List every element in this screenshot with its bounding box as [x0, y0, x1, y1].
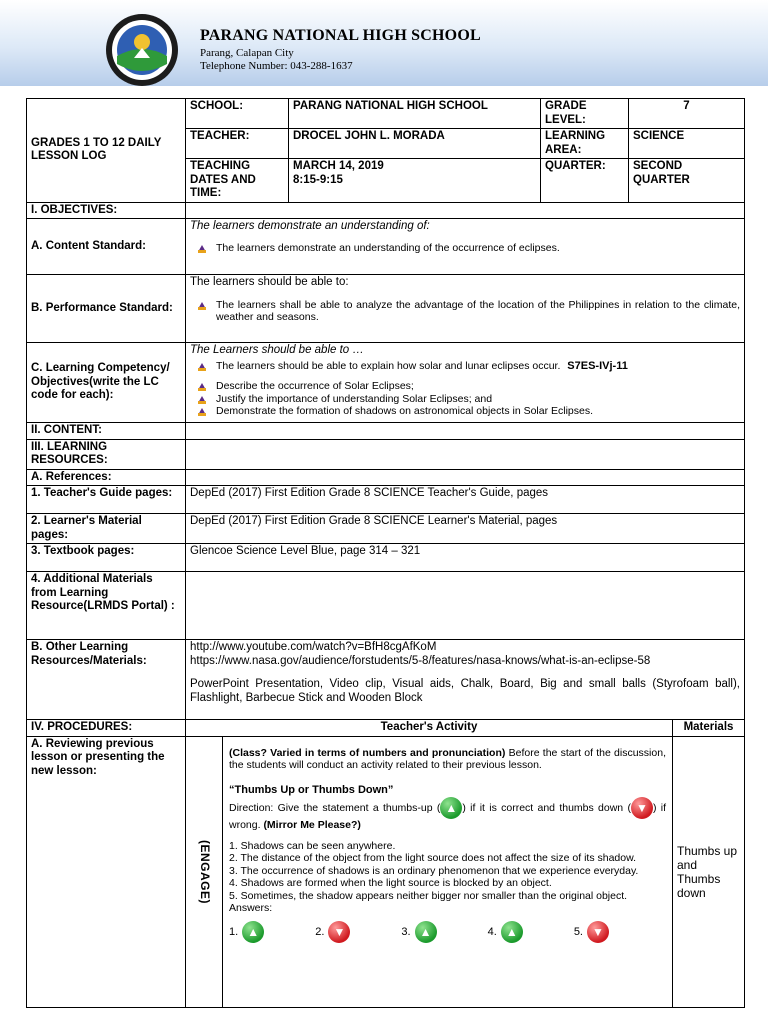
dates-label: TEACHING DATES AND TIME:	[186, 159, 289, 203]
school-name: PARANG NATIONAL HIGH SCHOOL	[200, 27, 481, 44]
answer-3: 3. ▲	[401, 921, 436, 943]
learners-material-label: 2. Learner's Material pages:	[27, 514, 186, 544]
content-standard-bullet: The learners demonstrate an understanding of the occurrence of eclipses.	[190, 242, 740, 255]
thumbs-down-icon: ▼	[631, 797, 653, 819]
competency-text: The learners should be able to explain how solar and lunar eclipses occur.	[216, 359, 561, 372]
statement-5: 5. Sometimes, the shadow appears neither bigger nor smaller than the original object.	[229, 889, 628, 902]
thumbs-up-icon: ▲	[440, 797, 462, 819]
additional-materials-label: 4. Additional Materials from Learning Resource(LRMDS Portal) :	[27, 572, 186, 640]
thumbs-up-icon: ▲	[501, 921, 523, 943]
sub-objective-2: Justify the importance of understanding Solar Eclipses; and	[190, 393, 740, 406]
engage-phase-column	[186, 737, 223, 1007]
thumbs-up-icon: ▲	[415, 921, 437, 943]
learning-competency-label: C. Learning Competency/ Objectives(write the LC code for each):	[27, 343, 186, 423]
learning-area-value: SCIENCE	[629, 129, 745, 159]
grade-value: 7	[629, 99, 745, 129]
other-resources-cell	[186, 640, 745, 720]
thumbs-up-icon: ▲	[242, 921, 264, 943]
letterhead	[0, 0, 768, 86]
mirror-note: (Mirror Me Please?)	[263, 819, 361, 831]
materials-header: Materials	[673, 720, 745, 737]
answers-row	[229, 921, 609, 943]
performance-standard-bullet: The learners shall be able to analyze the advantage of the location of the Philippines in relation to the climate, weather and seasons.	[190, 299, 740, 324]
activity-intro: Before the start of the discussion, the students will conduct an activity related to their previous lesson.	[229, 746, 666, 771]
school-seal-logo	[104, 12, 180, 88]
engage-activity-cell	[186, 736, 673, 1007]
materials-value: Thumbs up and Thumbs down	[673, 736, 745, 1007]
nasa-link[interactable]: https://www.nasa.gov/audience/forstudents/5-8/features/nasa-knows/what-is-an-eclipse-58	[190, 654, 651, 667]
review-lesson-label: A. Reviewing previous lesson or presenting the new lesson:	[27, 736, 186, 1007]
log-title: GRADES 1 TO 12 DAILY LESSON LOG	[27, 99, 186, 203]
daily-lesson-log-table	[26, 98, 745, 1008]
content-standard-intro: The learners demonstrate an understanding of:	[190, 220, 430, 232]
dates-value	[289, 159, 541, 203]
school-telephone: Telephone Number: 043-288-1637	[200, 60, 353, 72]
answer-5: 5. ▼	[574, 921, 609, 943]
teacher-value: DROCEL JOHN L. MORADA	[289, 129, 541, 159]
teacher-activity-header: Teacher's Activity	[186, 720, 673, 737]
lc-code: S7ES-IVj-11	[567, 359, 628, 372]
sub-objective-1: Describe the occurrence of Solar Eclipses;	[190, 380, 740, 393]
content-standard-cell	[186, 219, 745, 275]
learners-material-value: DepEd (2017) First Edition Grade 8 SCIENCE Learner's Material, pages	[186, 514, 745, 544]
statement-3: 3. The occurrence of shadows is an ordinary phenomenon that we experience everyday.	[229, 864, 639, 877]
textbook-label: 3. Textbook pages:	[27, 544, 186, 572]
answers-label: Answers:	[229, 902, 273, 914]
youtube-link[interactable]: http://www.youtube.com/watch?v=BfH8cgAfKoM	[190, 641, 437, 653]
learning-competency-bullet	[190, 360, 740, 373]
teacher-label: TEACHER:	[186, 129, 289, 159]
content-standard-label: A. Content Standard:	[27, 219, 186, 275]
thumbs-down-icon: ▼	[587, 921, 609, 943]
time-text: 8:15-9:15	[293, 173, 343, 186]
learning-area-label: LEARNING AREA:	[541, 129, 629, 159]
learning-competency-cell	[186, 343, 745, 423]
textbook-value: Glencoe Science Level Blue, page 314 – 321	[186, 544, 745, 572]
other-resources-label: B. Other Learning Resources/Materials:	[27, 640, 186, 720]
direction-text-c: ) if wrong.	[229, 801, 666, 831]
teachers-guide-value: DepEd (2017) First Edition Grade 8 SCIENCE Teacher's Guide, pages	[186, 486, 745, 514]
teachers-guide-label: 1. Teacher's Guide pages:	[27, 486, 186, 514]
statement-1: 1. Shadows can be seen anywhere.	[229, 839, 396, 852]
school-address: Parang, Calapan City	[200, 47, 294, 59]
direction-text-a: Direction: Give the statement a thumbs-up (	[229, 801, 441, 814]
engage-activity-body	[223, 737, 672, 1007]
direction-text-b: ) if it is correct and thumbs down (	[462, 801, 631, 814]
performance-standard-intro: The learners should be able to:	[190, 276, 349, 288]
answer-1: 1. ▲	[229, 921, 264, 943]
statement-2: 2. The distance of the object from the light source does not affect the size of its shadow.	[229, 852, 637, 864]
learning-competency-intro: The Learners should be able to …	[190, 344, 364, 356]
thumbs-down-icon: ▼	[328, 921, 350, 943]
activity-title: “Thumbs Up or Thumbs Down”	[229, 783, 394, 796]
performance-standard-cell	[186, 275, 745, 343]
quarter-value: SECOND QUARTER	[629, 159, 745, 203]
sub-objective-3: Demonstrate the formation of shadows on astronomical objects in Solar Eclipses.	[190, 405, 740, 418]
grade-label: GRADE LEVEL:	[541, 99, 629, 129]
statement-4: 4. Shadows are formed when the light source is blocked by an object.	[229, 877, 552, 889]
activity-direction	[229, 797, 666, 832]
class-note: (Class? Varied in terms of numbers and pronunciation)	[229, 746, 506, 759]
learning-resources-heading: III. LEARNING RESOURCES:	[27, 439, 186, 469]
procedures-heading: IV. PROCEDURES:	[27, 720, 186, 737]
content-heading: II. CONTENT:	[27, 423, 186, 440]
school-value: PARANG NATIONAL HIGH SCHOOL	[289, 99, 541, 129]
school-label: SCHOOL:	[186, 99, 289, 129]
date-text: MARCH 14, 2019	[293, 160, 384, 172]
engage-phase-label: (ENGAGE)	[197, 839, 212, 904]
references-label: A. References:	[27, 469, 186, 486]
performance-standard-label: B. Performance Standard:	[27, 275, 186, 343]
answer-2: 2. ▼	[315, 921, 350, 943]
answer-4: 4. ▲	[488, 921, 523, 943]
objectives-heading: I. OBJECTIVES:	[27, 202, 186, 219]
quarter-label: QUARTER:	[541, 159, 629, 203]
materials-list: PowerPoint Presentation, Video clip, Visual aids, Chalk, Board, Big and small balls (Styrofoam ball), Flashlight, Barbecue Stick and Wooden Block	[190, 678, 740, 704]
